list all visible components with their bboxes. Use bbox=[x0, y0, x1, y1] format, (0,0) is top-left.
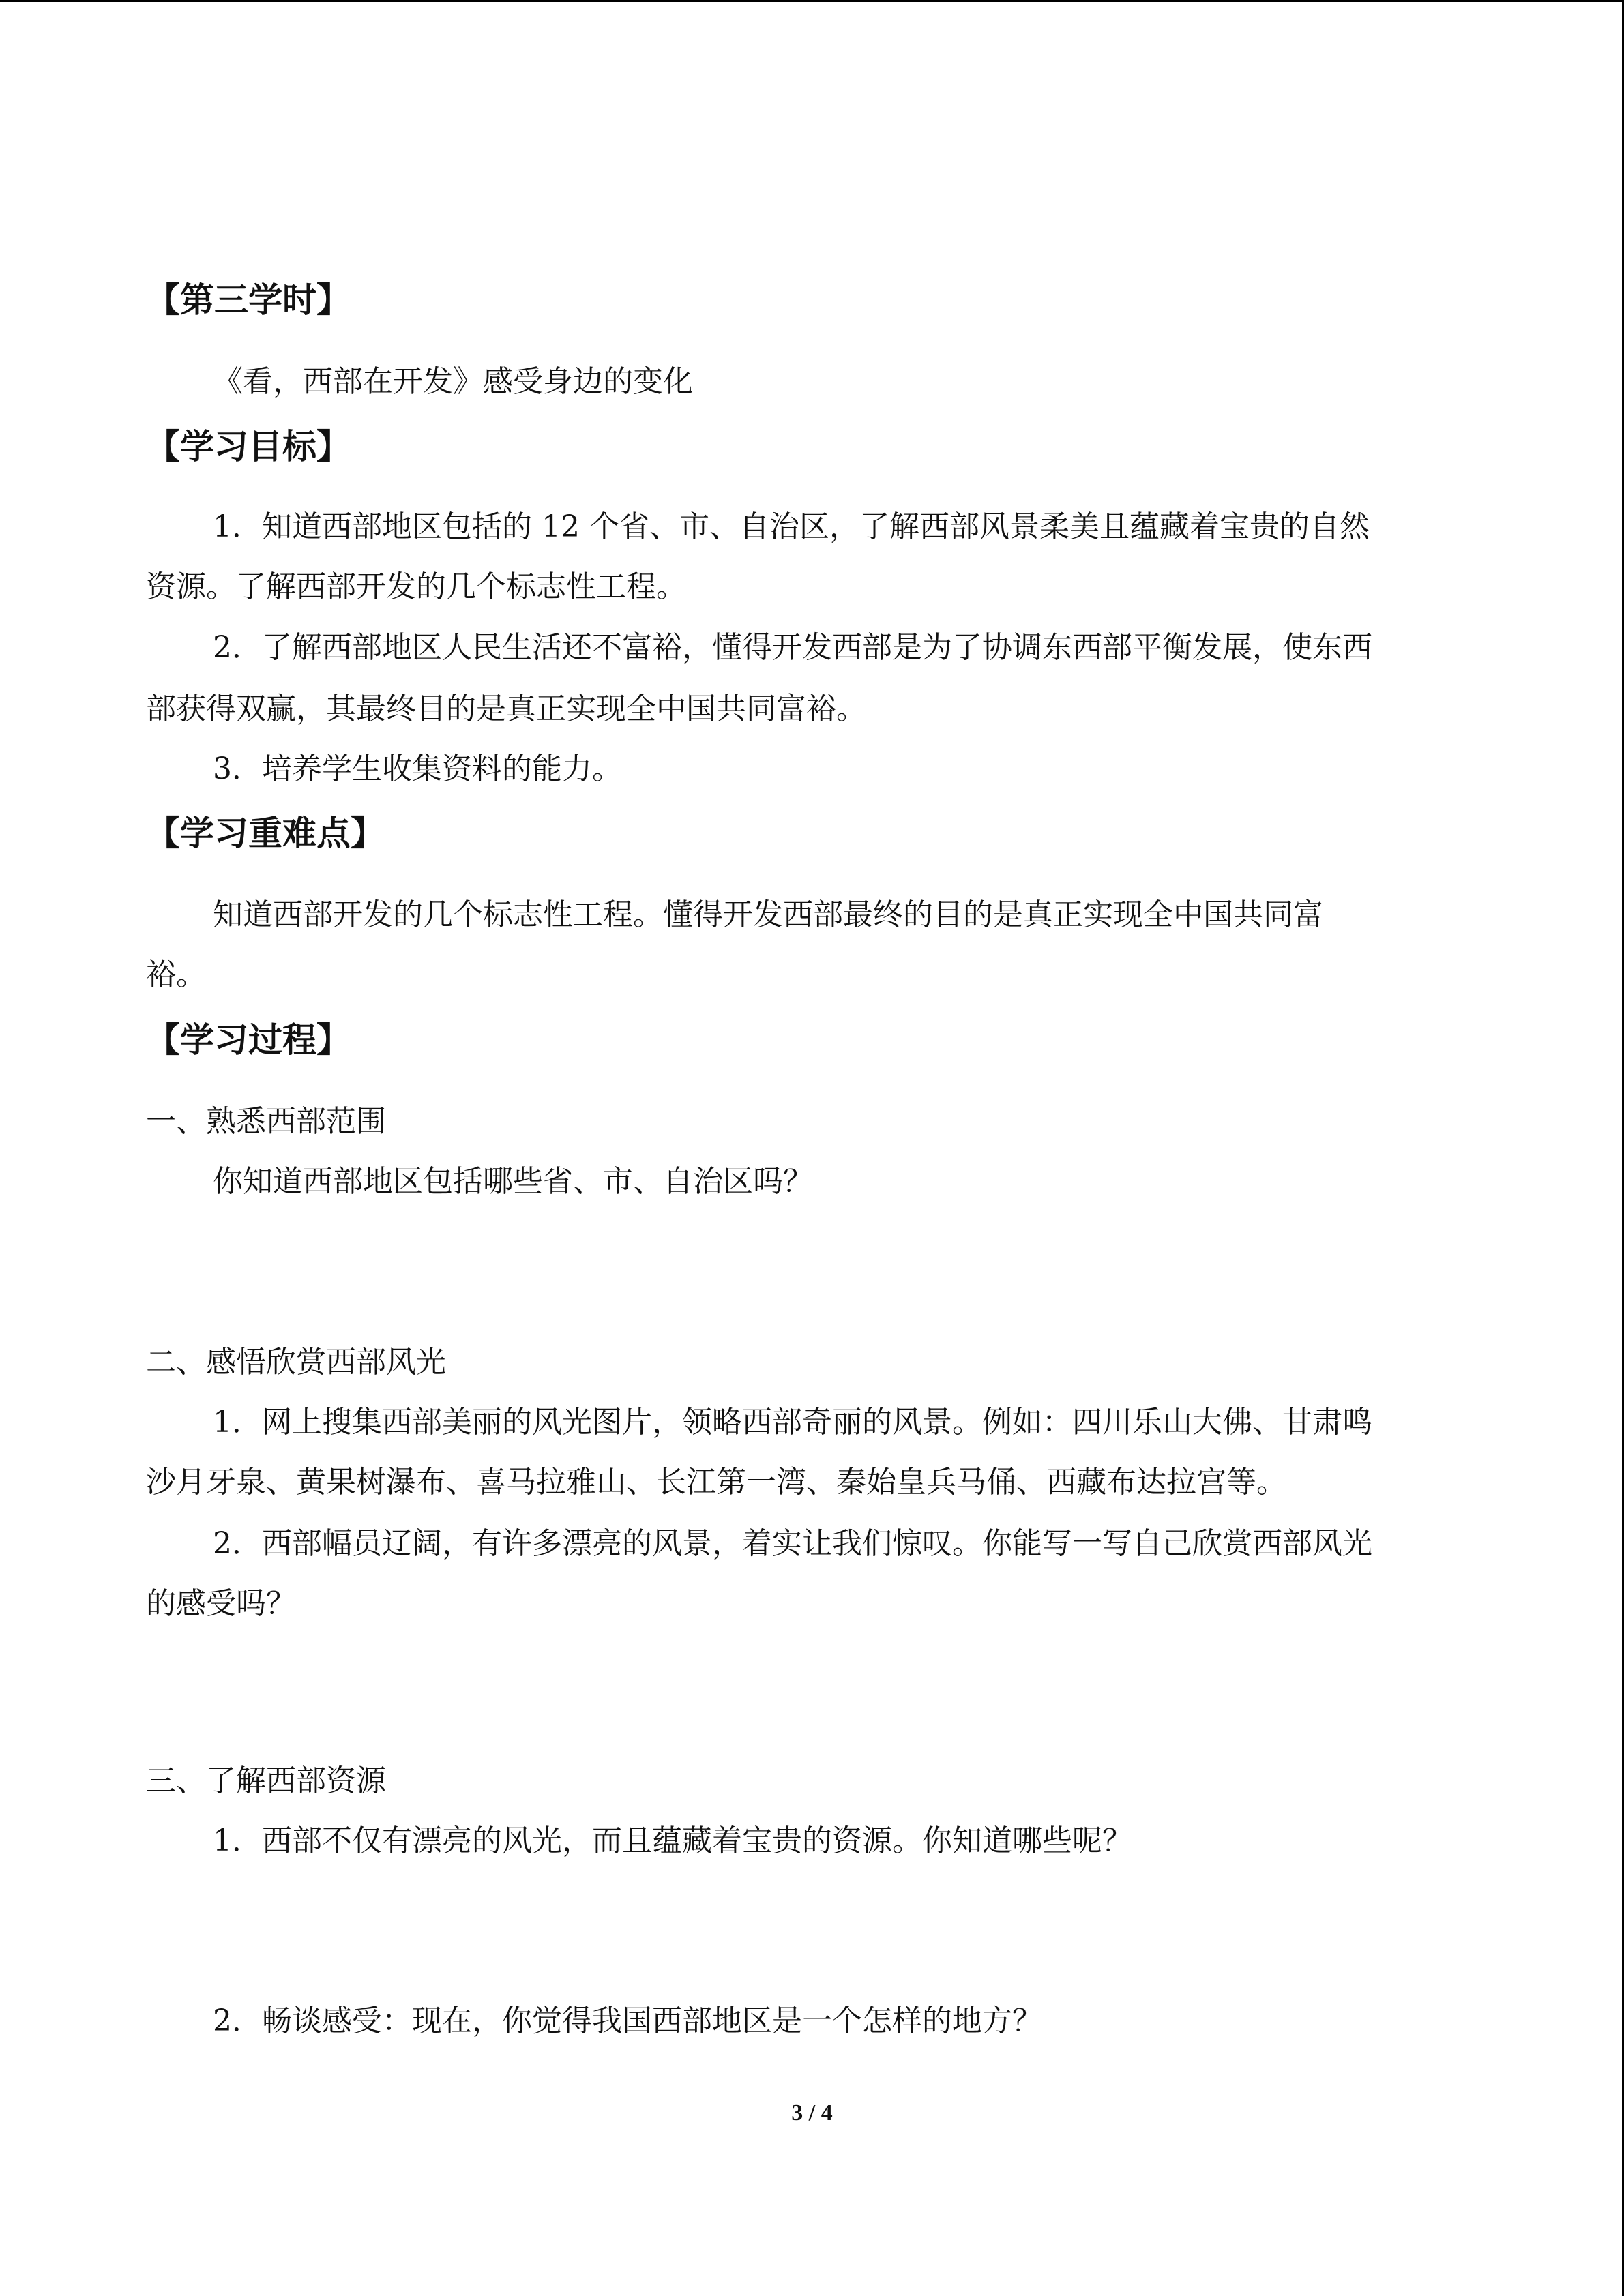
part-1-question: 你知道西部地区包括哪些省、市、自治区吗？ bbox=[213, 1164, 813, 1199]
lesson-title: 《看，西部在开发》感受身边的变化 bbox=[213, 364, 693, 399]
part-2-item-2-line-1: 2．西部幅员辽阔，有许多漂亮的风景，着实让我们惊叹。你能写一写自己欣赏西部风光 bbox=[213, 1526, 1372, 1561]
key-points-line-1: 知道西部开发的几个标志性工程。懂得开发西部最终的目的是真正实现全中国共同富 bbox=[213, 897, 1323, 932]
process-heading: 【学习过程】 bbox=[146, 1020, 351, 1060]
goal-3-line-1: 3．培养学生收集资料的能力。 bbox=[213, 751, 622, 786]
page-border-top bbox=[0, 0, 1624, 2]
part-2-item-1-line-2: 沙月牙泉、黄果树瀑布、喜马拉雅山、长江第一湾、秦始皇兵马俑、西藏布达拉宫等。 bbox=[146, 1465, 1286, 1500]
part-2-item-2-line-2: 的感受吗？ bbox=[146, 1586, 296, 1621]
part-3-title: 三、了解西部资源 bbox=[146, 1763, 386, 1798]
goal-2-line-1: 2．了解西部地区人民生活还不富裕，懂得开发西部是为了协调东西部平衡发展，使东西 bbox=[213, 630, 1372, 665]
part-3-item-1: 1．西部不仅有漂亮的风光，而且蕴藏着宝贵的资源。你知道哪些呢？ bbox=[213, 1823, 1132, 1858]
goal-1-line-2: 资源。了解西部开发的几个标志性工程。 bbox=[146, 569, 686, 604]
page-number: 3 / 4 bbox=[791, 2100, 833, 2126]
part-1-title: 一、熟悉西部范围 bbox=[146, 1104, 386, 1139]
key-points-heading: 【学习重难点】 bbox=[146, 814, 385, 853]
part-2-item-1-line-1: 1．网上搜集西部美丽的风光图片，领略西部奇丽的风景。例如：四川乐山大佛、甘肃鸣 bbox=[213, 1405, 1372, 1440]
part-2-title: 二、感悟欣赏西部风光 bbox=[146, 1345, 446, 1380]
part-3-item-2: 2．畅谈感受：现在，你觉得我国西部地区是一个怎样的地方？ bbox=[213, 2003, 1042, 2038]
goal-1-line-1: 1．知道西部地区包括的 12 个省、市、自治区，了解西部风景柔美且蕴藏着宝贵的自然 bbox=[213, 509, 1370, 544]
key-points-line-2: 裕。 bbox=[146, 957, 206, 992]
goal-2-line-2: 部获得双赢，其最终目的是真正实现全中国共同富裕。 bbox=[146, 691, 866, 726]
section-header: 【第三学时】 bbox=[146, 280, 351, 320]
goals-heading: 【学习目标】 bbox=[146, 427, 351, 466]
